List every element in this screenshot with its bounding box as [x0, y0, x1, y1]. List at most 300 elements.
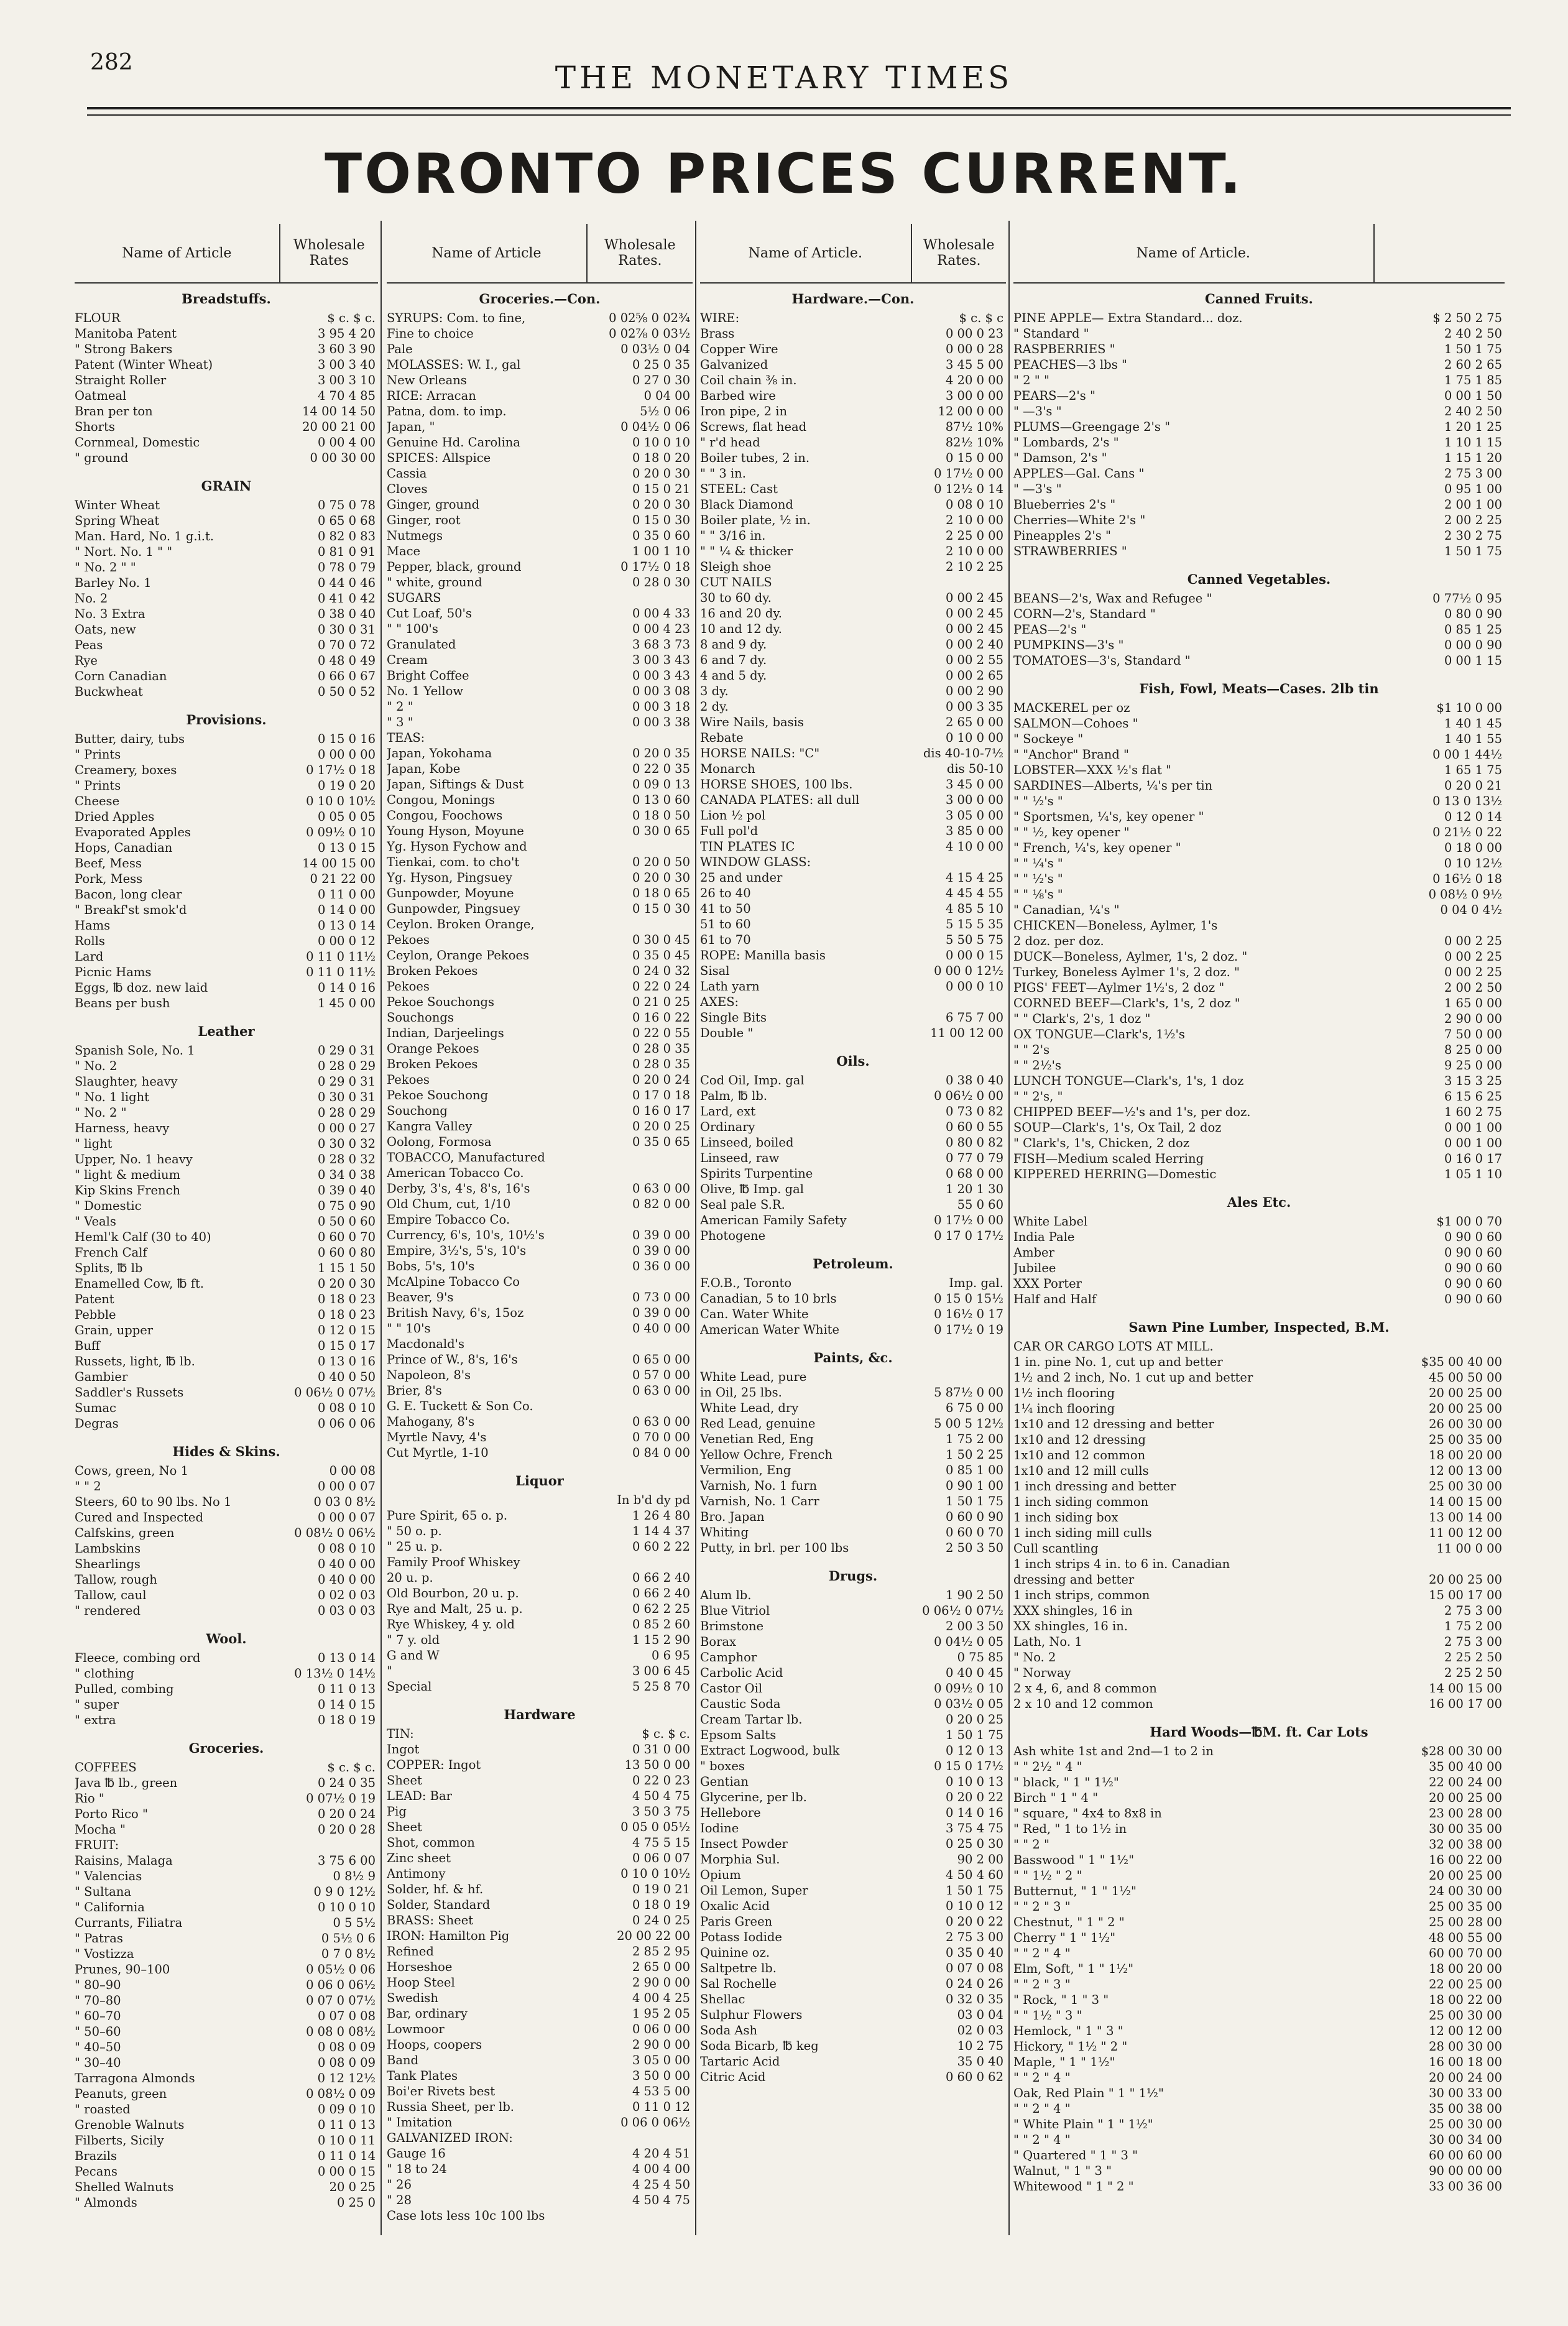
wholesale-rate: 0 00 3 38: [632, 715, 690, 729]
wholesale-rate: 48 00 55 00: [1429, 1931, 1502, 1945]
price-row: [1013, 404, 1505, 419]
price-row: [387, 1601, 693, 1617]
wholesale-rate: 25 00 35 00: [1429, 1899, 1502, 1914]
article-name: Photogene: [700, 1229, 766, 1243]
wholesale-rate: 82½ 10%: [945, 435, 1003, 450]
wholesale-rate: 20 00 25 00: [1429, 1386, 1502, 1400]
article-name: Cut Loaf, 50's: [387, 606, 472, 621]
article-name: Oil Lemon, Super: [700, 1883, 808, 1898]
price-row: [387, 870, 693, 885]
wholesale-rate: 4 20 0 00: [945, 373, 1003, 387]
article-name: Hemlock, " 1 " 3 ": [1013, 2024, 1123, 2038]
price-row: [1013, 450, 1505, 466]
article-name: Ginger, root: [387, 513, 461, 527]
article-name: Vermilion, Eng: [700, 1463, 791, 1477]
price-row: [1013, 1479, 1505, 1494]
wholesale-rate: 0 7 0 8½: [321, 1947, 376, 1961]
article-name: Dried Apples: [75, 810, 155, 824]
price-row: [75, 2102, 378, 2117]
article-name: Whitewood " 1 " 2 ": [1013, 2179, 1134, 2194]
price-row: [700, 1119, 1006, 1135]
price-row: [700, 497, 1006, 512]
article-name: Glycerine, per lb.: [700, 1790, 807, 1804]
price-row: [1013, 887, 1505, 902]
wholesale-rate: 0 65 0 68: [317, 514, 376, 528]
wholesale-rate: 6 75 7 00: [945, 1010, 1003, 1025]
article-name: Yg. Hyson Fychow and: [387, 839, 527, 854]
wholesale-rate: 0 00 0 00: [317, 747, 376, 762]
wholesale-rate: 0 22 0 35: [632, 762, 690, 776]
article-name: Shelled Walnuts: [75, 2180, 174, 2194]
price-row: [700, 543, 1006, 559]
wholesale-rate: 0 09½ 0 10: [306, 825, 376, 839]
article-name: Tank Plates: [387, 2069, 458, 2083]
price-row: [700, 1166, 1006, 1181]
article-name: Souchong: [387, 1104, 448, 1118]
section-heading: Oils.: [836, 1053, 870, 1069]
wholesale-rate: 0 00 2 25: [1444, 949, 1502, 964]
article-name: WIRE:: [700, 311, 740, 325]
wholesale-rate: 0 15 0 30: [632, 513, 690, 527]
article-name: " Prints: [75, 747, 121, 762]
wholesale-rate: [910, 994, 1006, 1010]
article-name: LUNCH TONGUE—Clark's, 1's, 1 doz: [1013, 1074, 1244, 1088]
price-row: [75, 2195, 378, 2210]
price-row: [387, 1010, 693, 1025]
article-name: Granulated: [387, 637, 456, 652]
article-name: " 7 y. old: [387, 1633, 440, 1647]
price-row: [387, 777, 693, 792]
price-row: [387, 1492, 693, 1508]
wholesale-rate: 0 75 0 90: [317, 1199, 376, 1213]
wholesale-rate: 18 00 20 00: [1429, 1448, 1502, 1462]
wholesale-rate: 2 60 2 65: [1444, 358, 1502, 372]
wholesale-rate: 0 63 0 00: [632, 1415, 690, 1429]
price-row: [1013, 357, 1505, 372]
article-name: HORSE SHOES, 100 lbs.: [700, 777, 853, 791]
price-row: [700, 621, 1006, 637]
price-row: [75, 528, 378, 544]
wholesale-rate: 0 77 0 79: [945, 1151, 1003, 1165]
price-row: [700, 1650, 1006, 1665]
article-name: " " 1½ " 2 ": [1013, 1868, 1082, 1883]
wholesale-rate: 0 10 0 10½: [620, 1867, 690, 1881]
wholesale-rate: 0 00 0 90: [1444, 638, 1502, 652]
article-name: Varnish, No. 1 Carr: [700, 1494, 819, 1508]
wholesale-rate: 0 00 4 00: [317, 435, 376, 450]
price-row: [75, 1479, 378, 1494]
wholesale-rate: 0 04 00: [643, 389, 690, 403]
article-name: American Family Safety: [700, 1213, 847, 1227]
article-name: Brazils: [75, 2149, 118, 2163]
price-row: [1013, 1447, 1505, 1463]
price-row: [75, 1712, 378, 1728]
price-row: [75, 1541, 378, 1556]
wholesale-rate: 0 75 85: [957, 1650, 1003, 1664]
article-name: White Lead, pure: [700, 1370, 807, 1384]
section-gap: [1013, 1182, 1505, 1187]
price-row: [75, 372, 378, 388]
wholesale-rate: 0 81 0 91: [317, 545, 376, 559]
price-row: [1013, 2054, 1505, 2070]
wholesale-rate: 0 68 0 00: [945, 1166, 1003, 1181]
article-name: Shorts: [75, 420, 115, 434]
wholesale-rate: 3 45 5 00: [945, 358, 1003, 372]
price-row: [387, 730, 693, 745]
article-name: Black Diamond: [700, 497, 793, 512]
wholesale-rate: 0 20 0 30: [317, 1276, 376, 1291]
price-row: [387, 1773, 693, 1788]
article-name: Degras: [75, 1416, 119, 1431]
wholesale-rate: 0 05½ 0 06: [306, 1962, 376, 1977]
wholesale-rate: 0 16 0 17: [632, 1104, 690, 1118]
price-row: [75, 1946, 378, 1962]
wholesale-rate: 0 00 0 23: [945, 326, 1003, 341]
price-row: [387, 2146, 693, 2161]
price-row: [387, 1056, 693, 1072]
article-name: CANADA PLATES: all dull: [700, 793, 860, 807]
article-name: " " 2 " 4 ": [1013, 2070, 1071, 2085]
article-name: TIN PLATES IC: [700, 839, 795, 854]
price-row: [387, 388, 693, 404]
price-row: [700, 1836, 1006, 1852]
section-gap: [75, 1011, 378, 1016]
article-name: Mace: [387, 544, 421, 558]
price-row: [700, 1228, 1006, 1244]
article-name: New Orleans: [387, 373, 467, 387]
article-name: White Lead, dry: [700, 1401, 799, 1415]
wholesale-rate: 0 78 0 79: [317, 560, 376, 575]
wholesale-rate: 6 15 6 25: [1444, 1089, 1502, 1104]
price-row: [700, 1634, 1006, 1650]
wholesale-rate: 0 50 0 52: [317, 685, 376, 699]
article-name: dressing and better: [1013, 1572, 1135, 1587]
price-row: [75, 1884, 378, 1899]
price-row: [700, 808, 1006, 823]
article-name: Shot, common: [387, 1835, 475, 1850]
wholesale-rate: [585, 1274, 693, 1290]
wholesale-rate: 0 63 0 00: [632, 1181, 690, 1196]
article-name: Sulphur Flowers: [700, 2008, 803, 2022]
article-name: Pekoe Souchong: [387, 1088, 488, 1102]
wholesale-rate: 7 50 0 00: [1444, 1027, 1502, 1041]
article-name: Lath, No. 1: [1013, 1635, 1082, 1649]
article-name: " Damson, 2's ": [1013, 451, 1107, 465]
price-row: [387, 1819, 693, 1835]
wholesale-rate: 1 00 1 10: [632, 544, 690, 558]
wholesale-rate: 0 00 30 00: [310, 451, 376, 465]
article-name: " " ¼ & thicker: [700, 544, 793, 558]
price-row: [700, 761, 1006, 777]
wholesale-rate: 2 25 2 50: [1444, 1650, 1502, 1664]
article-name: Peanuts, green: [75, 2087, 167, 2101]
article-name: " 2 ": [387, 699, 413, 714]
price-row: [75, 2024, 378, 2039]
wholesale-rate: 25 00 30 00: [1429, 1479, 1502, 1493]
wholesale-rate: 0 08 0 10: [945, 497, 1003, 512]
article-name: DUCK—Boneless, Aylmer, 1's, 2 doz. ": [1013, 949, 1248, 964]
wholesale-rate: 0 85 2 60: [632, 1617, 690, 1631]
wholesale-rate: 0 9 0 12½: [313, 1885, 376, 1899]
wholesale-rate: 3 75 6 00: [317, 1853, 376, 1868]
wholesale-rate: 4 50 4 75: [632, 1789, 690, 1803]
section-gap: [700, 2085, 1006, 2090]
header-wholesale-rates: Wholesale Rates: [293, 238, 365, 269]
article-name: Basswood " 1 " 1½": [1013, 1853, 1135, 1867]
price-row: [75, 419, 378, 435]
article-name: McAlpine Tobacco Co: [387, 1275, 520, 1289]
article-name: Rye and Malt, 25 u. p.: [387, 1602, 523, 1616]
wholesale-rate: 3 00 6 45: [632, 1664, 690, 1678]
article-name: " " ½'s ": [1013, 872, 1063, 886]
price-column-4: [1013, 224, 1505, 2199]
price-row: [387, 668, 693, 683]
price-row: [1013, 902, 1505, 918]
article-name: Boiler plate, ½ in.: [700, 513, 811, 527]
price-row: [75, 388, 378, 404]
wholesale-rate: 0 30 0 31: [317, 1090, 376, 1104]
wholesale-rate: 0 5 5½: [333, 1916, 376, 1930]
article-name: 16 and 20 dy.: [700, 606, 782, 621]
wholesale-rate: 0 60 2 22: [632, 1539, 690, 1554]
price-row: [75, 1276, 378, 1291]
price-row: [1013, 747, 1505, 762]
article-name: " Lombards, 2's ": [1013, 435, 1119, 450]
price-row: [1013, 481, 1505, 497]
article-name: Brimstone: [700, 1619, 764, 1633]
wholesale-rate: 0 03 0 03: [317, 1604, 376, 1618]
wholesale-rate: 2 40 2 50: [1444, 326, 1502, 341]
article-name: Rolls: [75, 934, 105, 948]
price-row: [700, 1306, 1006, 1322]
price-row: [75, 1899, 378, 1915]
wholesale-rate: 0 11 0 11½: [306, 949, 376, 964]
wholesale-rate: 1 65 1 75: [1444, 763, 1502, 777]
article-name: " " 2 " 4 ": [1013, 1946, 1071, 1960]
article-name: " 30–40: [75, 2056, 121, 2070]
section-gap: [75, 699, 378, 704]
price-row: [1013, 1276, 1505, 1291]
price-row: [387, 621, 693, 637]
article-name: 61 to 70: [700, 933, 751, 947]
section-heading: Hardware.—Con.: [791, 291, 915, 307]
wholesale-rate: 0 35 0 65: [632, 1135, 690, 1149]
price-row: [700, 1743, 1006, 1758]
section-gap: [75, 1431, 378, 1436]
article-name: Broken Pekoes: [387, 1057, 478, 1071]
article-name: Patna, dom. to imp.: [387, 404, 507, 418]
wholesale-rate: 0 60 0 90: [945, 1510, 1003, 1524]
price-row: [1013, 1930, 1505, 1945]
wholesale-rate: 0 00 0 15: [945, 948, 1003, 962]
article-name: SOUP—Clark's, 1's, Ox Tail, 2 doz: [1013, 1120, 1222, 1135]
wholesale-rate: [585, 916, 693, 932]
article-name: XX shingles, 16 in.: [1013, 1619, 1128, 1633]
price-row: [1013, 1135, 1505, 1151]
article-name: MOLASSES: W. I., gal: [387, 358, 521, 372]
wholesale-rate: 0 60 0 70: [945, 1525, 1003, 1539]
price-row: [1013, 1618, 1505, 1634]
article-name: Japan, Kobe: [387, 762, 461, 776]
wholesale-rate: 0 04½ 0 06: [620, 420, 690, 434]
price-row: [700, 745, 1006, 761]
wholesale-rate: 30 00 34 00: [1429, 2133, 1502, 2147]
price-row: [75, 1245, 378, 1260]
article-name: Lard, ext: [700, 1104, 756, 1119]
article-name: Empire, 3½'s, 5's, 10's: [387, 1244, 527, 1258]
wholesale-rate: 2 90 0 00: [632, 2038, 690, 2052]
price-row: [387, 1352, 693, 1367]
article-name: " Breakf'st smok'd: [75, 903, 187, 917]
article-name: Amber: [1013, 1245, 1054, 1260]
price-row: [75, 1556, 378, 1572]
article-name: Harness, heavy: [75, 1121, 170, 1135]
wholesale-rate: dis 50-10: [946, 762, 1003, 776]
wholesale-rate: 0 11 0 13: [317, 1682, 376, 1696]
price-row: [75, 544, 378, 560]
wholesale-rate: 0 25 0 35: [632, 358, 690, 372]
article-name: Prince of W., 8's, 16's: [387, 1352, 518, 1367]
article-name: STEEL: Cast: [700, 482, 778, 496]
article-name: Pig: [387, 1804, 407, 1819]
wholesale-rate: 30 00 35 00: [1429, 1822, 1502, 1836]
price-row: [700, 668, 1006, 683]
article-name: TOMATOES—3's, Standard ": [1013, 653, 1191, 668]
section-heading: Ales Etc.: [1227, 1194, 1291, 1210]
article-name: Cream: [387, 653, 428, 667]
article-name: " Norway: [1013, 1666, 1071, 1680]
wholesale-rate: 0 15 0 21: [632, 482, 690, 496]
wholesale-rate: 0 07½ 0 19: [306, 1791, 376, 1806]
article-name: " " ½'s ": [1013, 794, 1063, 808]
article-name: Caustic Soda: [700, 1697, 781, 1711]
wholesale-rate: 0 40 0 00: [632, 1321, 690, 1336]
wholesale-rate: 0 70 0 72: [317, 638, 376, 652]
article-name: Alum lb.: [700, 1588, 752, 1602]
price-row: [75, 1603, 378, 1618]
header-wholesale-rates: Wholesale Rates.: [923, 238, 995, 269]
wholesale-rate: 12 00 12 00: [1429, 2024, 1502, 2038]
price-row: [75, 824, 378, 840]
price-row: [700, 792, 1006, 808]
price-row: [700, 419, 1006, 435]
wholesale-rate: 4 10 0 00: [945, 839, 1003, 854]
article-name: FRUIT:: [75, 1838, 119, 1852]
wholesale-rate: 0 14 0 15: [317, 1697, 376, 1712]
price-row: [1013, 1401, 1505, 1416]
article-name: Creamery, boxes: [75, 763, 177, 777]
article-name: " super: [75, 1697, 119, 1712]
price-row: [75, 1151, 378, 1167]
wholesale-rate: 3 00 3 10: [317, 373, 376, 387]
article-name: Olive, ℔ Imp. gal: [700, 1182, 804, 1196]
price-row: [387, 1632, 693, 1648]
article-name: " " 2½ " 4 ": [1013, 1760, 1082, 1774]
wholesale-rate: 1 75 1 85: [1444, 373, 1502, 387]
article-name: Soda Ash: [700, 2023, 758, 2038]
article-name: Ceylon. Broken Orange,: [387, 917, 535, 931]
wholesale-rate: [585, 1165, 693, 1181]
wholesale-rate: 20 00 21 00: [302, 420, 376, 434]
price-row: [75, 2008, 378, 2024]
wholesale-rate: 3 00 0 00: [945, 793, 1003, 807]
article-name: Slaughter, heavy: [75, 1074, 178, 1089]
wholesale-rate: 0 25 0: [336, 2195, 376, 2210]
wholesale-rate: 0 16 0 22: [632, 1010, 690, 1025]
wholesale-rate: 0 00 2 90: [945, 684, 1003, 698]
article-name: Half and Half: [1013, 1292, 1097, 1306]
article-name: Gauge 16: [387, 2146, 446, 2161]
article-name: 26 to 40: [700, 886, 751, 900]
article-name: G. E. Tuckett & Son Co.: [387, 1399, 533, 1413]
wholesale-rate: 0 85 1 00: [945, 1463, 1003, 1477]
article-name: IRON: Hamilton Pig: [387, 1929, 510, 1943]
price-row: [75, 575, 378, 591]
article-name: PINE APPLE— Extra Standard... doz.: [1013, 311, 1243, 325]
article-name: Coil chain ⅜ in.: [700, 373, 797, 387]
article-name: Oolong, Formosa: [387, 1135, 492, 1149]
article-name: Boiler tubes, 2 in.: [700, 451, 810, 465]
article-name: Kangra Valley: [387, 1119, 473, 1133]
wholesale-rate: 1 75 2 00: [945, 1432, 1003, 1446]
article-name: Boi'er Rivets best: [387, 2084, 496, 2098]
wholesale-rate: 12 00 0 00: [938, 404, 1003, 418]
wholesale-rate: 2 10 0 00: [945, 544, 1003, 558]
price-row: [75, 1120, 378, 1136]
wholesale-rate: 1 50 1 75: [1444, 544, 1502, 558]
price-row: [700, 1805, 1006, 1821]
price-row: [1013, 1027, 1505, 1042]
price-row: [1013, 2085, 1505, 2101]
article-name: Birch " 1 " 4 ": [1013, 1791, 1099, 1805]
wholesale-rate: 0 00 3 35: [945, 699, 1003, 714]
price-row: [387, 683, 693, 699]
price-row: [75, 435, 378, 450]
price-row: [387, 1804, 693, 1819]
price-row: [75, 2148, 378, 2164]
article-name: Pekoes: [387, 933, 430, 947]
price-row: [1013, 840, 1505, 856]
price-row: [387, 357, 693, 372]
article-name: " Sportsmen, ¼'s, key opener ": [1013, 810, 1204, 824]
wholesale-rate: 0 20 0 35: [632, 746, 690, 760]
article-name: Cows, green, No 1: [75, 1464, 189, 1478]
wholesale-rate: dis 40-10-7½: [923, 746, 1003, 760]
top-rule-thin: [87, 114, 1511, 116]
price-row: [700, 1960, 1006, 1976]
wholesale-rate: 14 00 15 00: [1429, 1495, 1502, 1509]
article-name: Enamelled Cow, ℔ ft.: [75, 1276, 204, 1291]
price-column-3: [700, 224, 1006, 2090]
wholesale-rate: 0 00 4 33: [632, 606, 690, 621]
article-name: " Prints: [75, 778, 121, 793]
price-row: [387, 1881, 693, 1897]
wholesale-rate: 0 35 0 45: [632, 948, 690, 962]
price-row: [700, 1991, 1006, 2007]
price-row: [387, 1975, 693, 1990]
wholesale-rate: 0 06 0 00: [632, 2022, 690, 2036]
price-row: [700, 948, 1006, 963]
article-name: Sheet: [387, 1820, 422, 1834]
price-row: [75, 684, 378, 699]
wholesale-rate: 0 39 0 00: [632, 1306, 690, 1320]
wholesale-rate: 0 12½ 0 14: [934, 482, 1003, 496]
article-name: Myrtle Navy, 4's: [387, 1430, 487, 1444]
article-name: Russia Sheet, per lb.: [387, 2100, 515, 2114]
price-row: [387, 963, 693, 979]
article-name: " No. 2: [75, 1059, 118, 1073]
price-row: [1013, 653, 1505, 668]
